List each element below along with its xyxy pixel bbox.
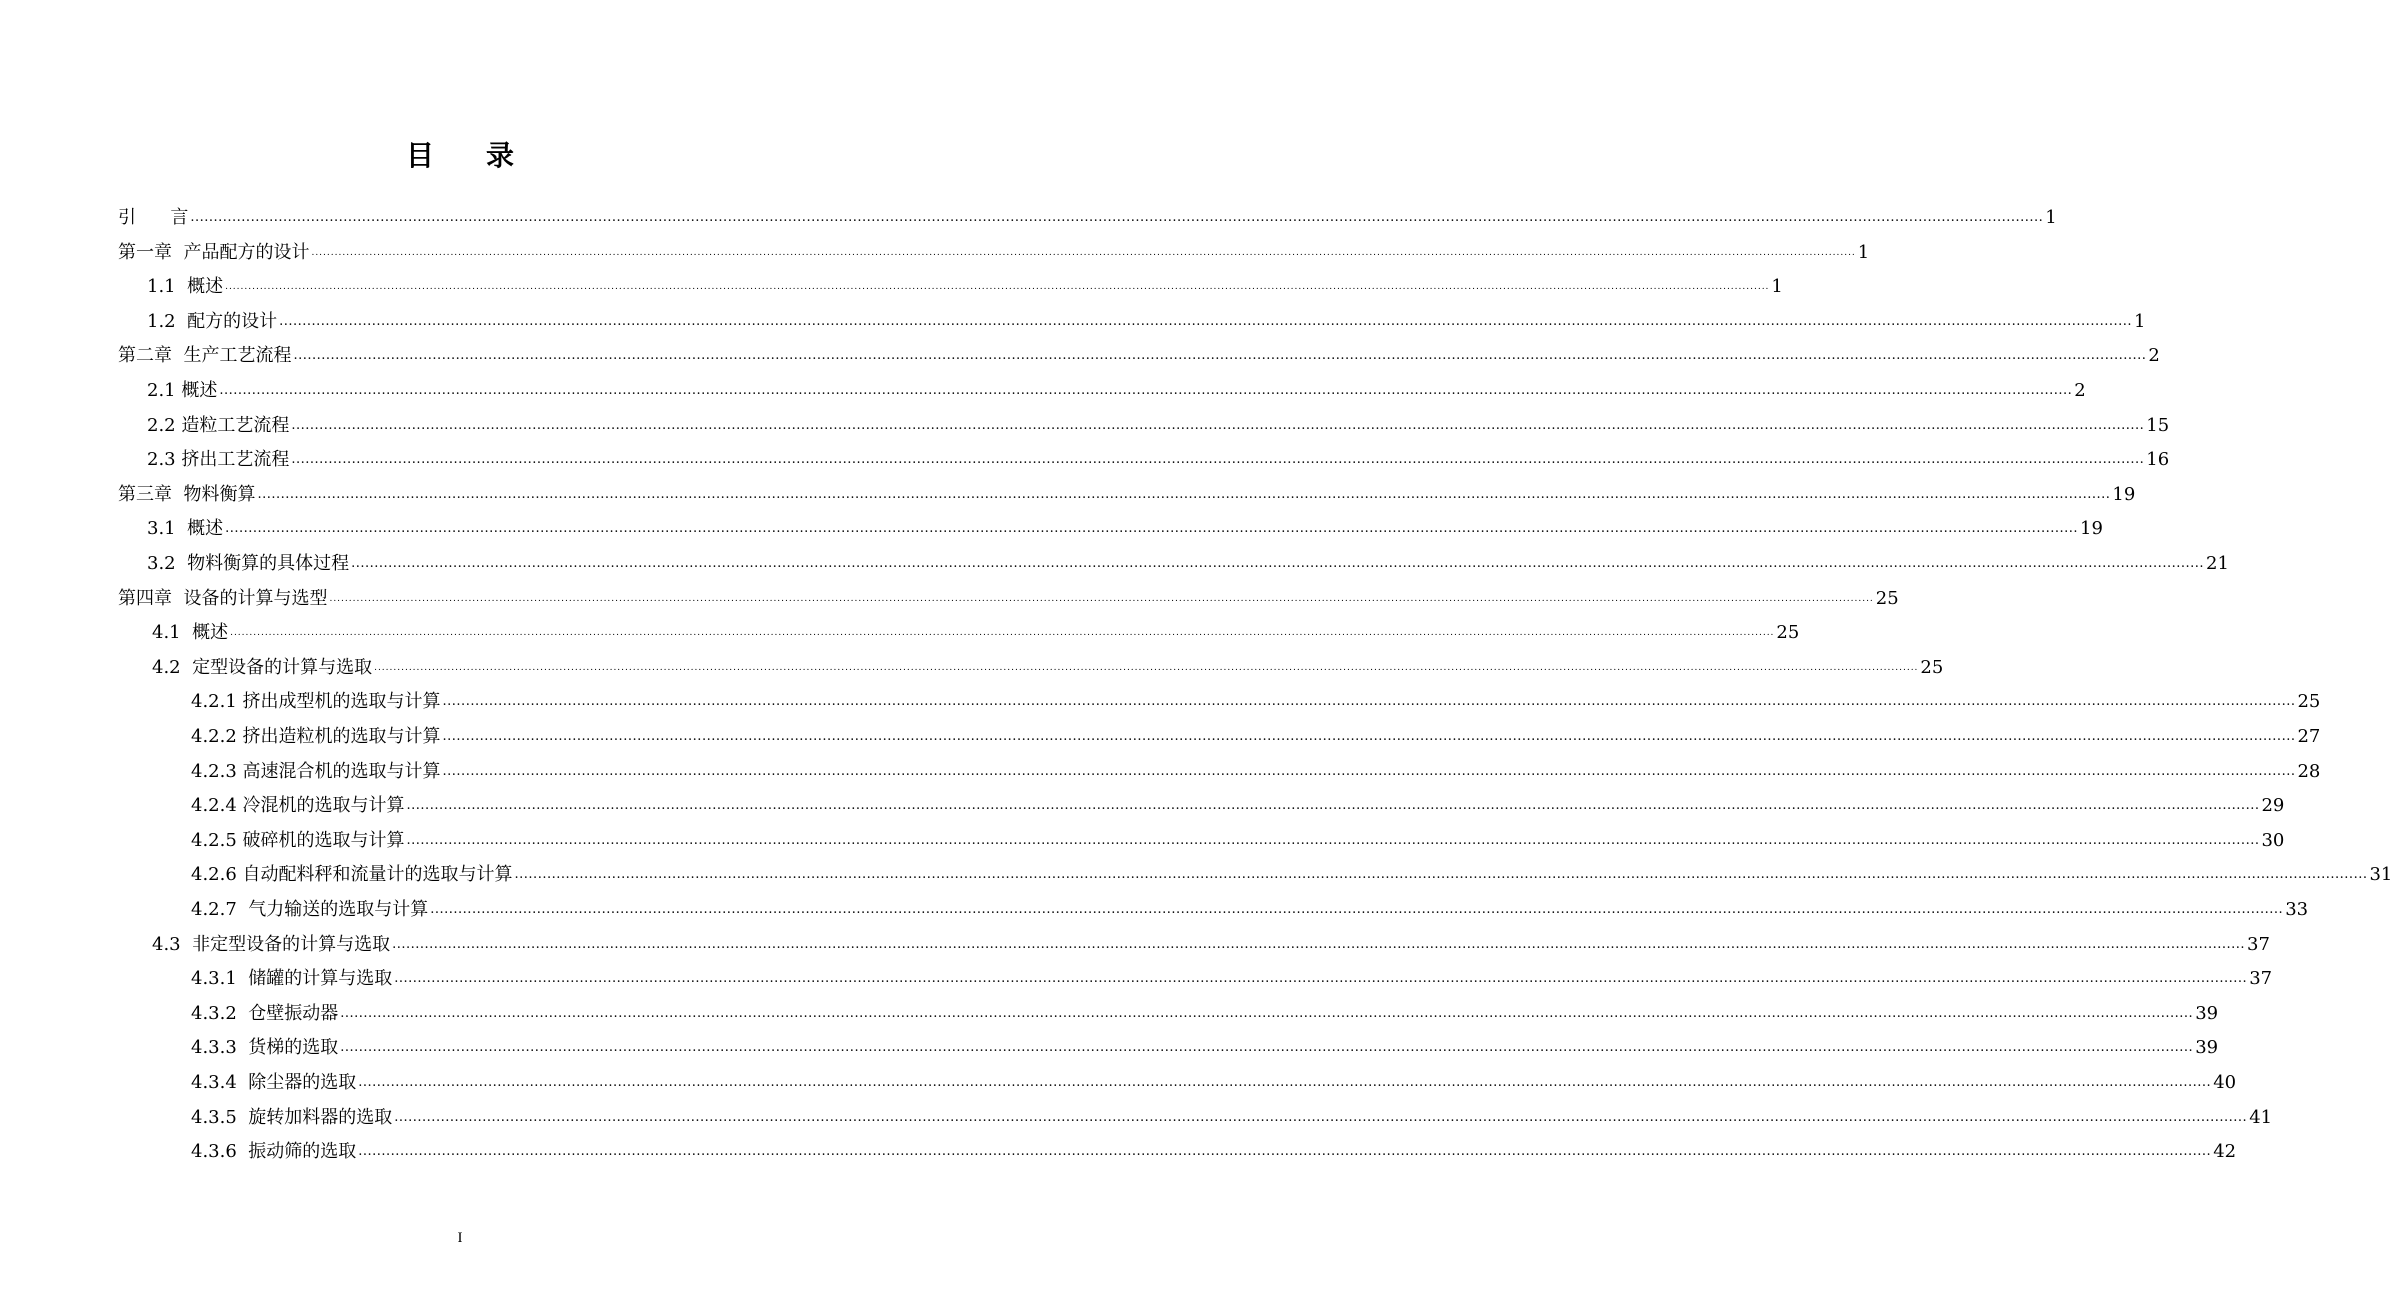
toc-entry[interactable] [152, 923, 2270, 957]
toc-entry-page: 1 [1857, 241, 1870, 263]
toc-leader-dots: ................................................................................................................................................................................................................................................................................................................................................................................................................ [406, 832, 2260, 848]
toc-leader-dots: ................................................................................................................................................................................................................................................................................................................................................................................................................ [406, 798, 2260, 814]
toc-entry-page: 37 [2249, 968, 2273, 990]
toc-entry[interactable] [147, 542, 2229, 576]
toc-leader-dots: ................................................................................................................................................................................................................................................................................................................................................................................................................ [257, 486, 2111, 502]
toc-entry-page: 30 [2261, 829, 2285, 851]
toc-entry-page: 40 [2213, 1072, 2237, 1093]
toc-entry-page: 25 [2297, 691, 2321, 713]
toc-entry-page: 25 [1920, 656, 1944, 678]
toc-entry[interactable] [147, 369, 2086, 403]
toc-entry[interactable] [118, 231, 1870, 265]
toc-leader-dots: ................................................................................................................................................................................................................................................................................................................................................................................................................ [279, 313, 2133, 329]
toc-leader-dots: ................................................................................................................................................................................................................................................................................................................................................................................................................ [293, 348, 2147, 364]
toc-entry-label: 4.3.2 仓壁振动器 [191, 1002, 339, 1024]
page-title [0, 138, 920, 174]
toc-entry-page: 39 [2195, 1002, 2219, 1024]
toc-entry-label: 4.1 概述 [152, 622, 229, 644]
toc-entry-label: 1.1 概述 [147, 276, 224, 298]
toc-entry[interactable] [147, 300, 2146, 334]
toc-entry[interactable] [152, 611, 1800, 645]
toc-entry-label: 3.1 概述 [147, 518, 224, 540]
toc-leader-dots: ................................................................................................................................................................................................................................................................................................................................................................................................................ [219, 383, 2073, 398]
toc-entry-label: 4.3.1 储罐的计算与选取 [191, 968, 393, 990]
toc-entry[interactable] [191, 1026, 2219, 1060]
toc-entry-label: 4.3.6 振动筛的选取 [191, 1141, 357, 1163]
toc-entry-page: 2 [2074, 380, 2086, 401]
toc-entry-label: 4.2.1 挤出成型机的选取与计算 [191, 691, 441, 713]
title-char-1: 目 [405, 139, 434, 172]
toc-entry-label: 第四章 设备的计算与选型 [118, 587, 328, 609]
toc-leader-dots: ................................................................................................................................................................................................................................................................................................................................................................................................................ [225, 282, 1770, 293]
toc-entry-page: 1 [2045, 207, 2057, 228]
toc-entry-label: 第一章 产品配方的设计 [118, 241, 310, 263]
toc-entry-label: 4.2 定型设备的计算与选取 [152, 656, 373, 678]
toc-entry[interactable] [118, 473, 2136, 507]
toc-entry[interactable] [191, 784, 2285, 818]
toc-entry-page: 1 [2134, 310, 2146, 332]
toc-entry-page: 25 [1776, 622, 1800, 644]
toc-entry-page: 42 [2213, 1141, 2237, 1163]
toc-entry[interactable] [191, 715, 2321, 749]
toc-entry-label: 4.3.3 货梯的选取 [191, 1037, 339, 1059]
toc-entry-page: 16 [2146, 449, 2170, 471]
toc-entry-page: 21 [2206, 553, 2229, 574]
toc-leader-dots: ................................................................................................................................................................................................................................................................................................................................................................................................................ [442, 694, 2296, 710]
toc-leader-dots: ................................................................................................................................................................................................................................................................................................................................................................................................................ [190, 210, 2044, 225]
toc-entry-label: 第二章 生产工艺流程 [118, 345, 292, 367]
toc-entry[interactable] [191, 819, 2285, 853]
toc-entry[interactable] [191, 750, 2321, 784]
toc-entry-page: 28 [2297, 760, 2321, 782]
toc-entry-page: 33 [2285, 899, 2309, 920]
toc-entry-page: 15 [2146, 414, 2170, 436]
toc-entry[interactable] [191, 853, 2392, 887]
toc-leader-dots: ................................................................................................................................................................................................................................................................................................................................................................................................................ [351, 556, 2205, 571]
toc-leader-dots: ................................................................................................................................................................................................................................................................................................................................................................................................................ [374, 662, 1919, 673]
toc-entry[interactable] [118, 577, 1899, 611]
toc-entry-page: 27 [2297, 726, 2321, 747]
toc-entry-page: 39 [2195, 1037, 2219, 1059]
toc-entry-label: 4.2.2 挤出造粒机的选取与计算 [191, 726, 441, 747]
toc-entry[interactable] [147, 404, 2170, 438]
toc-leader-dots: ................................................................................................................................................................................................................................................................................................................................................................................................................ [442, 763, 2296, 779]
toc-entry[interactable] [191, 1061, 2237, 1095]
toc-entry[interactable] [147, 438, 2170, 472]
toc-entry[interactable] [191, 680, 2321, 714]
toc-leader-dots: ................................................................................................................................................................................................................................................................................................................................................................................................................ [311, 247, 1856, 258]
toc-leader-dots: ................................................................................................................................................................................................................................................................................................................................................................................................................ [358, 1144, 2212, 1160]
toc-entry-page: 29 [2261, 795, 2285, 817]
toc-leader-dots: ................................................................................................................................................................................................................................................................................................................................................................................................................ [442, 729, 2296, 744]
toc-leader-dots: ................................................................................................................................................................................................................................................................................................................................................................................................................ [514, 867, 2368, 883]
toc-entry-label: 1.2 配方的设计 [147, 310, 278, 332]
toc-entry[interactable] [118, 196, 2057, 230]
toc-entry-page: 31 [2369, 864, 2392, 886]
toc-leader-dots: ................................................................................................................................................................................................................................................................................................................................................................................................................ [225, 521, 2079, 537]
toc-entry-page: 19 [2112, 483, 2136, 505]
toc-entry-label: 第三章 物料衡算 [118, 483, 256, 505]
toc-entry[interactable] [152, 646, 1944, 680]
toc-leader-dots: ................................................................................................................................................................................................................................................................................................................................................................................................................ [394, 971, 2248, 987]
toc-entry-label: 4.2.5 破碎机的选取与计算 [191, 829, 405, 851]
toc-entry-label: 引 言 [118, 207, 189, 228]
toc-entry[interactable] [147, 265, 1783, 299]
toc-entry-label: 3.2 物料衡算的具体过程 [147, 553, 350, 574]
toc-leader-dots: ................................................................................................................................................................................................................................................................................................................................................................................................................ [358, 1075, 2212, 1090]
toc-entry-page: 41 [2249, 1106, 2273, 1128]
toc-entry-page: 1 [1771, 276, 1783, 298]
toc-leader-dots: ................................................................................................................................................................................................................................................................................................................................................................................................................ [394, 1109, 2248, 1125]
toc-entry-page: 25 [1875, 587, 1899, 609]
toc-entry-label: 4.3.5 旋转加料器的选取 [191, 1106, 393, 1128]
toc-entry-label: 4.2.7 气力输送的选取与计算 [191, 899, 429, 920]
toc-entry-page: 37 [2247, 933, 2270, 955]
toc-leader-dots: ................................................................................................................................................................................................................................................................................................................................................................................................................ [329, 593, 1874, 604]
toc-entry[interactable] [191, 1130, 2237, 1164]
toc-entry[interactable] [191, 888, 2309, 922]
toc-entry-label: 2.3 挤出工艺流程 [147, 449, 290, 471]
toc-leader-dots: ................................................................................................................................................................................................................................................................................................................................................................................................................ [340, 1005, 2194, 1021]
toc-entry-label: 4.3.4 除尘器的选取 [191, 1072, 357, 1093]
toc-entry-label: 2.1 概述 [147, 380, 218, 401]
toc-entry[interactable] [118, 334, 2160, 368]
toc-entry-page: 19 [2080, 518, 2103, 540]
toc-leader-dots: ................................................................................................................................................................................................................................................................................................................................................................................................................ [291, 452, 2145, 468]
toc-leader-dots: ................................................................................................................................................................................................................................................................................................................................................................................................................ [291, 417, 2145, 433]
toc-entry[interactable] [191, 992, 2219, 1026]
toc-entry[interactable] [147, 507, 2103, 541]
toc-entry-label: 4.2.4 冷混机的选取与计算 [191, 795, 405, 817]
toc-entry[interactable] [191, 957, 2273, 991]
toc-entry-label: 4.2.3 高速混合机的选取与计算 [191, 760, 441, 782]
toc-entry-page: 2 [2148, 345, 2160, 367]
toc-entry-label: 4.3 非定型设备的计算与选取 [152, 933, 391, 955]
toc-leader-dots: ................................................................................................................................................................................................................................................................................................................................................................................................................ [340, 1040, 2194, 1056]
page-number: I [457, 1230, 463, 1246]
toc-leader-dots: ................................................................................................................................................................................................................................................................................................................................................................................................................ [230, 628, 1775, 639]
toc-entry-label: 4.2.6 自动配料秤和流量计的选取与计算 [191, 864, 513, 886]
toc-leader-dots: ................................................................................................................................................................................................................................................................................................................................................................................................................ [430, 902, 2284, 917]
toc-entry-label: 2.2 造粒工艺流程 [147, 414, 290, 436]
toc-entry[interactable] [191, 1096, 2273, 1130]
toc-leader-dots: ................................................................................................................................................................................................................................................................................................................................................................................................................ [392, 936, 2246, 952]
title-char-2: 录 [486, 139, 515, 172]
